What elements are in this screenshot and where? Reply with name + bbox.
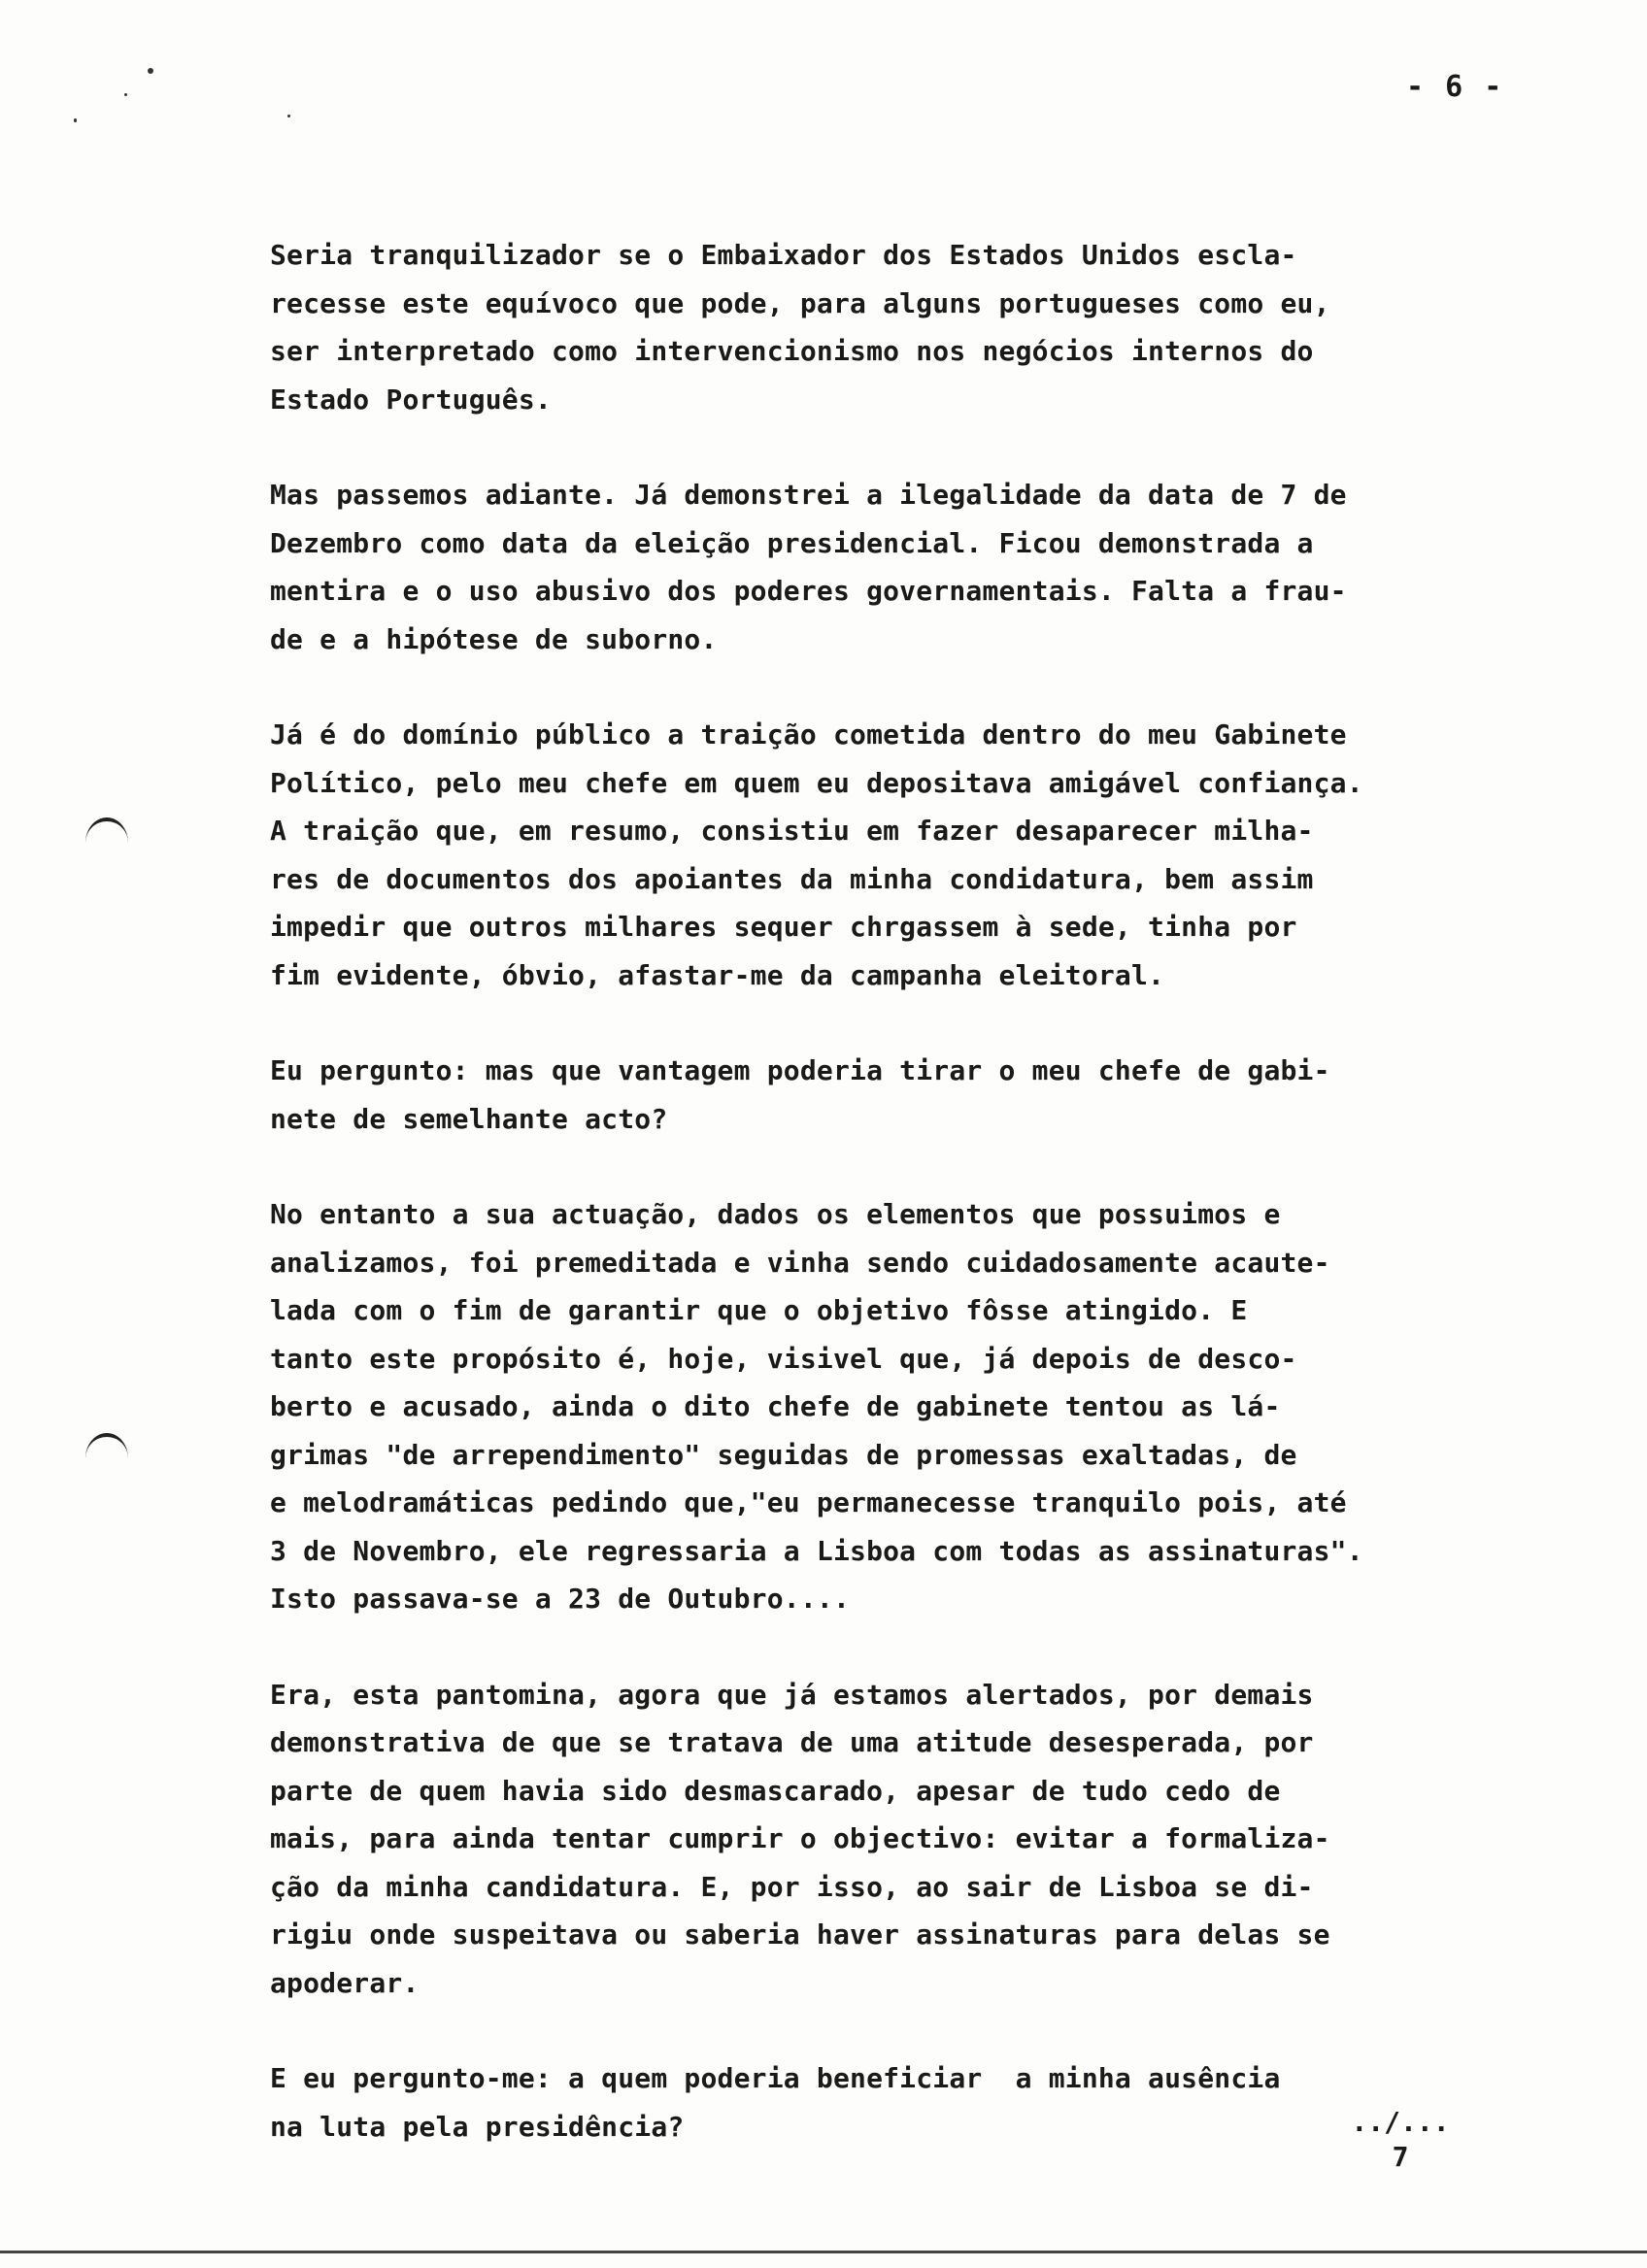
text-line: fim evidente, óbvio, afastar-me da campanha eleitoral. xyxy=(270,958,1165,991)
text-line: parte de quem havia sido desmascarado, apesar de tudo cedo de xyxy=(270,1774,1281,1807)
text-line: Era, esta pantomina, agora que já estamos alertados, por demais xyxy=(270,1678,1314,1711)
text-line: ção da minha candidatura. E, por isso, ao sair de Lisboa se di- xyxy=(270,1870,1314,1903)
text-line: impedir que outros milhares sequer chrgassem à sede, tinha por xyxy=(270,911,1297,943)
text-line: res de documentos dos apoiantes da minha condidatura, bem assim xyxy=(270,862,1314,895)
text-line: Eu pergunto: mas que vantagem poderia tirar o meu chefe de gabi- xyxy=(270,1054,1330,1086)
text-line: ser interpretado como intervencionismo nos negócios internos do xyxy=(270,335,1314,367)
text-line: recesse este equívoco que pode, para alguns portugueses como eu, xyxy=(270,286,1330,319)
paragraph xyxy=(270,1047,1591,1143)
text-line: Dezembro como data da eleição presidencial. Ficou demonstrada a xyxy=(270,526,1314,559)
text-line: nete de semelhante acto? xyxy=(270,1102,668,1135)
text-line: tanto este propósito é, hoje, visivel que, já depois de desco- xyxy=(270,1342,1297,1375)
paragraph xyxy=(270,1190,1591,1623)
text-line: apoderar. xyxy=(270,1966,420,1999)
text-line: grimas "de arrependimento" seguidas de promessas exaltadas, de xyxy=(270,1438,1297,1471)
punch-hole-mark xyxy=(85,817,128,843)
text-line: Estado Português. xyxy=(270,383,552,416)
continuation-dots: ../... xyxy=(1351,2106,1450,2138)
paragraph xyxy=(270,1671,1591,2008)
text-line: na luta pela presidência? xyxy=(270,2110,685,2143)
text-line: Seria tranquilizador se o Embaixador dos Estados Unidos escla- xyxy=(270,239,1297,271)
paragraph xyxy=(270,471,1591,663)
text-line: analizamos, foi premeditada e vinha sendo cuidadosamente acaute- xyxy=(270,1246,1330,1279)
stray-mark xyxy=(148,68,153,74)
text-line: No entanto a sua actuação, dados os elementos que possuimos e xyxy=(270,1198,1281,1230)
bottom-edge-line xyxy=(0,2251,1647,2253)
letter-body xyxy=(270,231,1591,2198)
stray-mark xyxy=(124,93,127,96)
next-page-number: 7 xyxy=(1392,2141,1409,2173)
paragraph xyxy=(270,711,1591,999)
paragraph xyxy=(270,231,1591,423)
stray-mark xyxy=(74,118,77,122)
text-line: rigiu onde suspeitava ou saberia haver assinaturas para delas se xyxy=(270,1918,1330,1951)
continuation-marker xyxy=(1342,2105,1459,2175)
text-line: 3 de Novembro, ele regressaria a Lisboa com todas as assinaturas". xyxy=(270,1534,1363,1567)
text-line: demonstrativa de que se tratava de uma atitude desesperada, por xyxy=(270,1726,1314,1758)
stray-mark xyxy=(287,115,290,117)
text-line: mais, para ainda tentar cumprir o objectivo: evitar a formaliza- xyxy=(270,1822,1330,1854)
text-line: Isto passava-se a 23 de Outubro.... xyxy=(270,1583,851,1615)
text-line: mentira e o uso abusivo dos poderes governamentais. Falta a frau- xyxy=(270,575,1347,607)
text-line: berto e acusado, ainda o dito chefe de gabinete tentou as lá- xyxy=(270,1390,1281,1422)
text-line: E eu pergunto-me: a quem poderia beneficiar a minha ausência xyxy=(270,2062,1281,2094)
punch-hole-mark xyxy=(85,1433,128,1458)
text-line: de e a hipótese de suborno. xyxy=(270,622,718,655)
text-line: e melodramáticas pedindo que,"eu permanecesse tranquilo pois, até xyxy=(270,1486,1347,1518)
text-line: Mas passemos adiante. Já demonstrei a ilegalidade da data de 7 de xyxy=(270,479,1347,511)
text-line: A traição que, em resumo, consistiu em fazer desaparecer milha- xyxy=(270,815,1314,847)
text-line: Político, pelo meu chefe em quem eu depositava amigável confiança. xyxy=(270,766,1363,799)
page-number: - 6 - xyxy=(1406,70,1504,104)
text-line: Já é do domínio público a traição cometida dentro do meu Gabinete xyxy=(270,718,1347,750)
text-line: lada com o fim de garantir que o objetivo fôsse atingido. E xyxy=(270,1294,1248,1326)
